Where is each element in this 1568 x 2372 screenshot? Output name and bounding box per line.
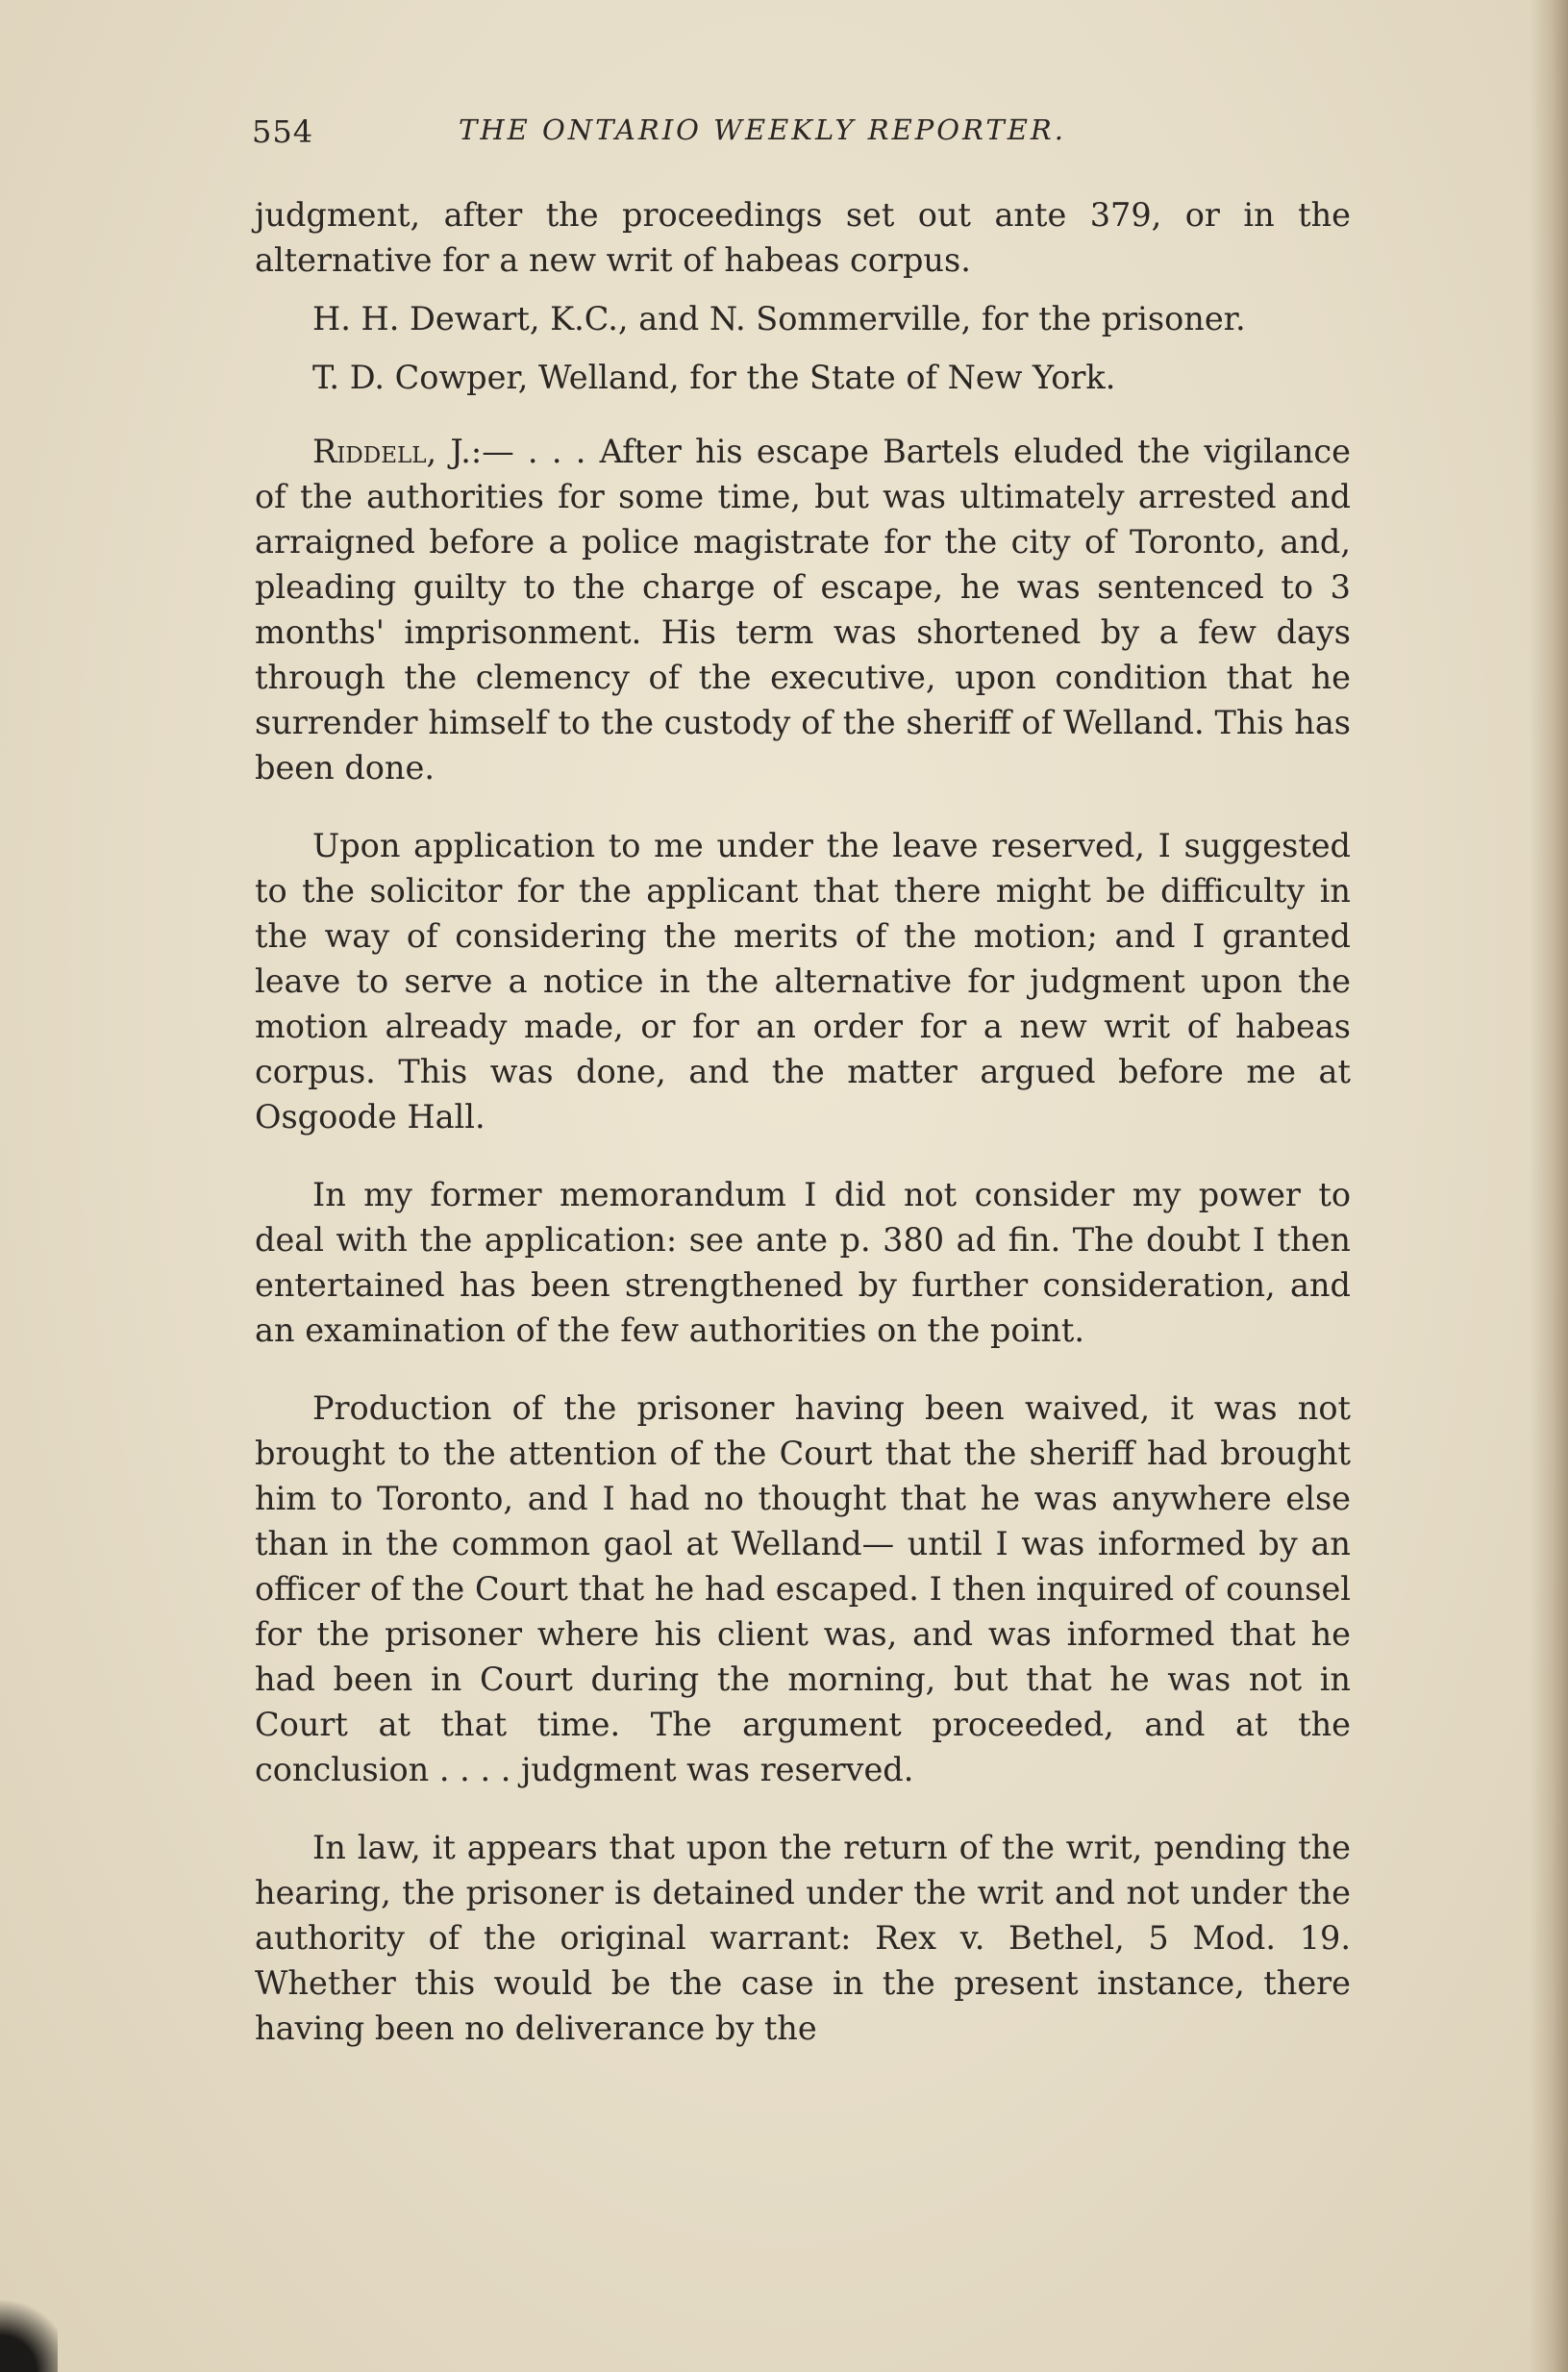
- paragraph-judgment-text: :— . . . After his escape Bartels eluded the vigilance of the authorities for some time, but was ultimately arrested and arraigned before a police magistrate for the city of Toronto, and, pleading guilty to the charge of escape, he was sentenced to 3 months' imprisonment. His term was shortened by a few days through the clemency of the executive, upon condition that he surrender himself to the custody of the sheriff of Welland. This has been done.: [255, 433, 1351, 787]
- paragraph-in-law: In law, it appears that upon the return of the writ, pending the hearing, the prisoner is detained under the writ and not under the authority of the original warrant: Rex v. Bethel, 5 Mod. 19. Whether this would be the case in the present instance, there having been no deliverance by the: [255, 1829, 1351, 2047]
- page-number: 554: [252, 113, 314, 150]
- counsel-line-state: T. D. Cowper, Welland, for the State of New York.: [312, 359, 1116, 396]
- paragraph-judgment-opening: [255, 429, 1351, 790]
- corner-shadow: [0, 2285, 58, 2372]
- judge-name: Riddell, J.: [312, 433, 471, 470]
- paragraph-continuation: judgment, after the proceedings set out ante 379, or in the alternative for a new writ of habeas corpus.: [255, 196, 1351, 279]
- page-header: [252, 113, 1348, 162]
- counsel-line-prisoner: H. H. Dewart, K.C., and N. Sommerville, for the prisoner.: [312, 300, 1246, 337]
- page-edge-shadow: [1530, 0, 1568, 2372]
- paragraph-former-memorandum: In my former memorandum I did not consider my power to deal with the application: see ante p. 380 ad fin. The doubt I then entertained has been strengthened by further consideration, and an examination of the few authorities on the point.: [255, 1176, 1351, 1349]
- body-text: [255, 192, 1351, 2051]
- paragraph-application: Upon application to me under the leave reserved, I suggested to the solicitor for the applicant that there might be difficulty in the way of considering the merits of the motion; and I granted leave to serve a notice in the alternative for judgment upon the motion already made, or for an order for a new writ of habeas corpus. This was done, and the matter argued before me at Osgoode Hall.: [255, 827, 1351, 1136]
- paragraph-production: Production of the prisoner having been waived, it was not brought to the attention of the Court that the sheriff had brought him to Toronto, and I had no thought that he was anywhere else than in the common gaol at Welland— until I was informed by an officer of the Court that he had escaped. I then inquired of counsel for the prisoner where his client was, and was informed that he had been in Court during the morning, but that he was not in Court at that time. The argument proceeded, and at the conclusion . . . . judgment was reserved.: [255, 1389, 1351, 1788]
- running-title: THE ONTARIO WEEKLY REPORTER.: [459, 113, 1066, 146]
